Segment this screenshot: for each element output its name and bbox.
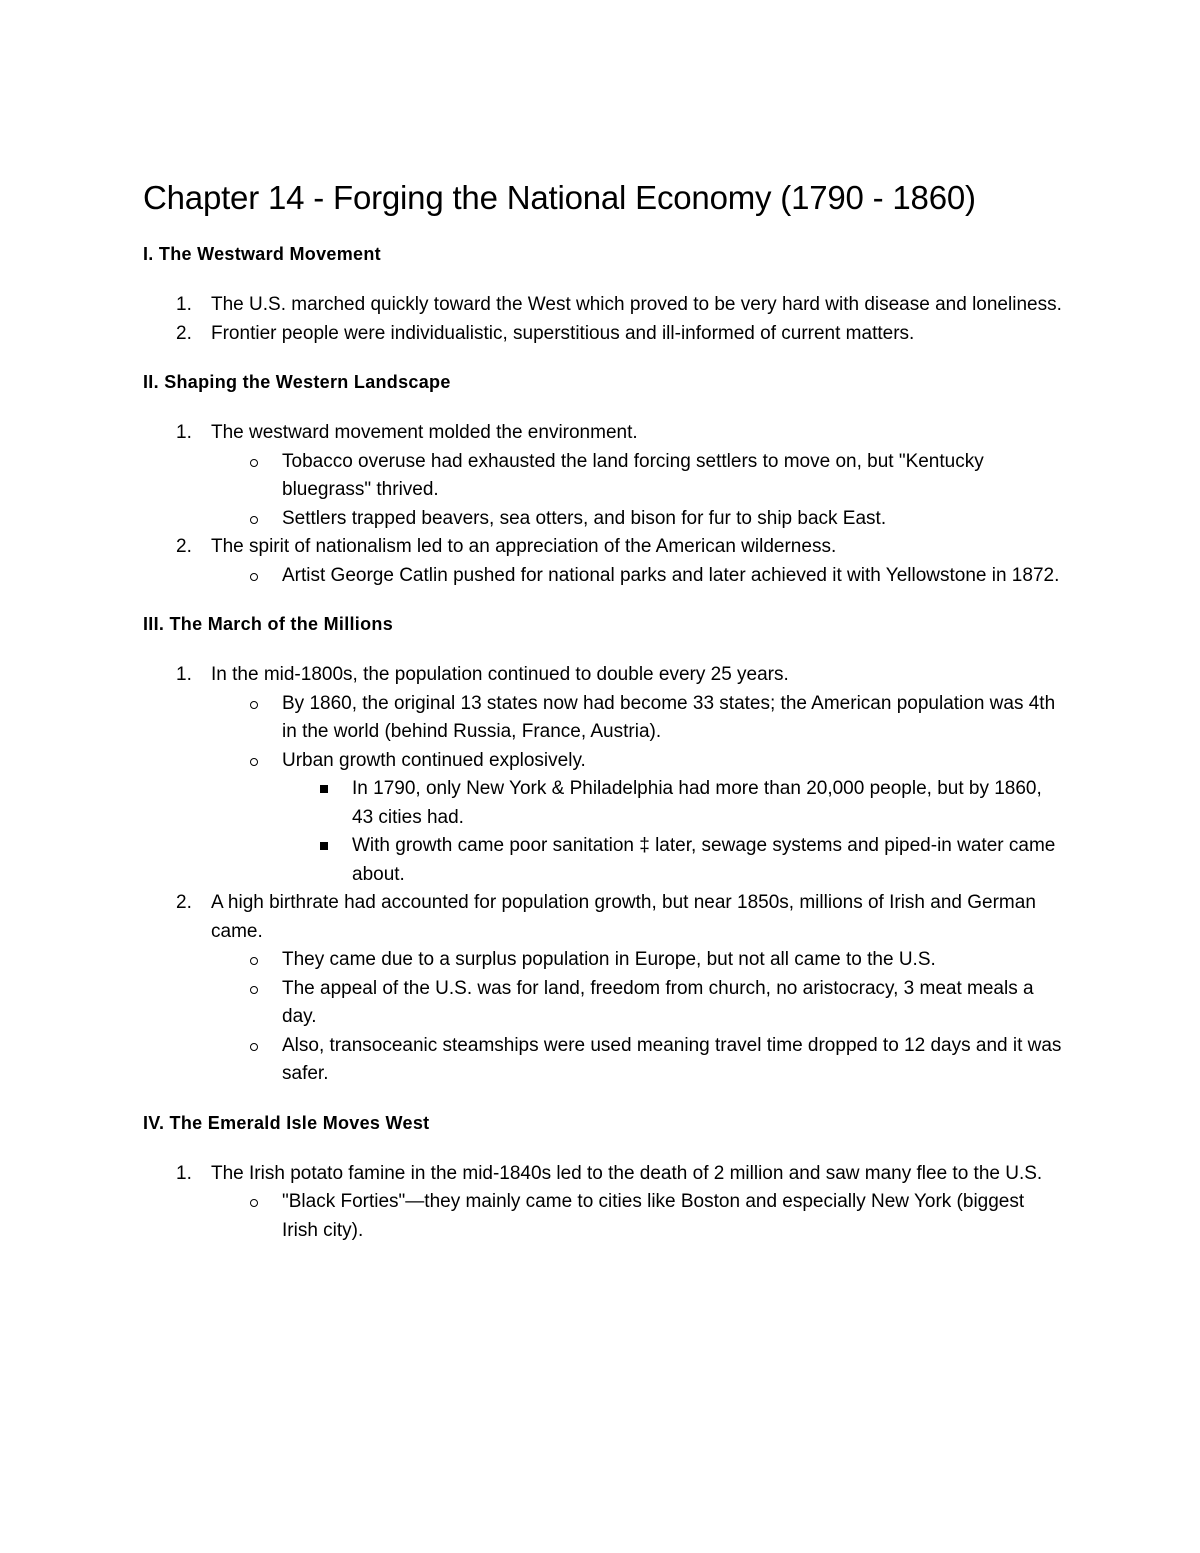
list-item-text: The spirit of nationalism led to an appreciation of the American wilderness. bbox=[211, 536, 837, 557]
section-list-westward-movement bbox=[143, 291, 1063, 348]
list-item-text: Urban growth continued explosively. bbox=[282, 749, 586, 771]
list-item-text: With growth came poor sanitation ‡ later, sewage systems and piped-in water came about. bbox=[352, 835, 1056, 885]
hollow-circle-bullet-icon bbox=[250, 986, 258, 994]
section-heading-western-landscape: II. Shaping the Western Landscape bbox=[143, 372, 451, 392]
list-item bbox=[143, 661, 1063, 690]
sub-list-item bbox=[143, 975, 1063, 1032]
list-item bbox=[143, 320, 1063, 349]
list-item-text: Artist George Catlin pushed for national parks and later achieved it with Yellowstone in 1872. bbox=[282, 564, 1060, 586]
list-item-text: "Black Forties"—they mainly came to cities like Boston and especially New York (biggest Irish city). bbox=[282, 1191, 1025, 1241]
sub-sub-list-item bbox=[143, 832, 1063, 889]
list-item-text: In the mid-1800s, the population continued to double every 25 years. bbox=[211, 664, 789, 685]
sub-list-item bbox=[143, 690, 1063, 747]
section-heading-march-of-millions: III. The March of the Millions bbox=[143, 614, 394, 634]
list-item-text: Frontier people were individualistic, superstitious and ill-informed of current matters. bbox=[211, 322, 915, 344]
hollow-circle-bullet-icon bbox=[250, 516, 258, 524]
sub-sub-list-item bbox=[143, 775, 1063, 832]
section-list-emerald-isle bbox=[143, 1160, 1063, 1246]
list-item-text: A high birthrate had accounted for population growth, but near 1850s, millions of Irish and German came. bbox=[211, 892, 1036, 942]
hollow-circle-bullet-icon bbox=[250, 701, 258, 709]
list-item-text: In 1790, only New York & Philadelphia had more than 20,000 people, but by 1860, 43 cities had. bbox=[352, 778, 1042, 828]
list-item-text: The U.S. marched quickly toward the West which proved to be very hard with disease and loneliness. bbox=[211, 294, 1062, 315]
filled-square-bullet-icon bbox=[320, 785, 328, 793]
list-number: 1. bbox=[176, 1162, 192, 1184]
list-item-text: Tobacco overuse had exhausted the land forcing settlers to move on, but "Kentucky bluegrass" thrived. bbox=[282, 450, 984, 500]
section-heading-westward-movement: I. The Westward Movement bbox=[143, 244, 381, 264]
sub-list-item bbox=[143, 448, 1063, 505]
filled-square-bullet-icon bbox=[320, 842, 328, 850]
list-item-text: The westward movement molded the environment. bbox=[211, 422, 638, 443]
list-item bbox=[143, 291, 1063, 320]
list-number: 2. bbox=[176, 536, 192, 557]
list-item-text: Also, transoceanic steamships were used meaning travel time dropped to 12 days and it was safer. bbox=[282, 1034, 1062, 1084]
sub-list-item bbox=[143, 747, 1063, 776]
section-list-western-landscape bbox=[143, 419, 1063, 590]
sub-list-item bbox=[143, 562, 1063, 591]
list-item bbox=[143, 419, 1063, 448]
hollow-circle-bullet-icon bbox=[250, 1199, 258, 1207]
hollow-circle-bullet-icon bbox=[250, 459, 258, 467]
list-number: 1. bbox=[176, 422, 192, 443]
list-item bbox=[143, 889, 1063, 946]
list-item-text: By 1860, the original 13 states now had become 33 states; the American population was 4th in the world (behind Russia, France, Austria). bbox=[282, 692, 1056, 742]
list-item-text: The appeal of the U.S. was for land, freedom from church, no aristocracy, 3 meat meals a day. bbox=[282, 977, 1034, 1027]
chapter-title: Chapter 14 - Forging the National Economy (1790 - 1860) bbox=[143, 179, 976, 216]
list-item-text: Settlers trapped beavers, sea otters, and bison for fur to ship back East. bbox=[282, 507, 887, 529]
list-item bbox=[143, 1160, 1063, 1189]
hollow-circle-bullet-icon bbox=[250, 573, 258, 581]
list-number: 1. bbox=[176, 664, 192, 685]
list-item-text: They came due to a surplus population in Europe, but not all came to the U.S. bbox=[282, 949, 936, 970]
section-heading-emerald-isle: IV. The Emerald Isle Moves West bbox=[143, 1112, 430, 1133]
sub-list-item bbox=[143, 946, 1063, 975]
list-item-text: The Irish potato famine in the mid-1840s led to the death of 2 million and saw many flee to the U.S. bbox=[211, 1162, 1043, 1184]
sub-list-item bbox=[143, 1032, 1063, 1089]
sub-list-item bbox=[143, 1188, 1063, 1245]
hollow-circle-bullet-icon bbox=[250, 957, 258, 965]
document-page bbox=[143, 178, 1063, 1245]
sub-list-item bbox=[143, 505, 1063, 534]
list-number: 2. bbox=[176, 892, 192, 913]
hollow-circle-bullet-icon bbox=[250, 758, 258, 766]
list-number: 2. bbox=[176, 322, 192, 344]
list-number: 1. bbox=[176, 294, 192, 315]
hollow-circle-bullet-icon bbox=[250, 1043, 258, 1051]
section-list-march-of-millions bbox=[143, 661, 1063, 1089]
list-item bbox=[143, 533, 1063, 562]
